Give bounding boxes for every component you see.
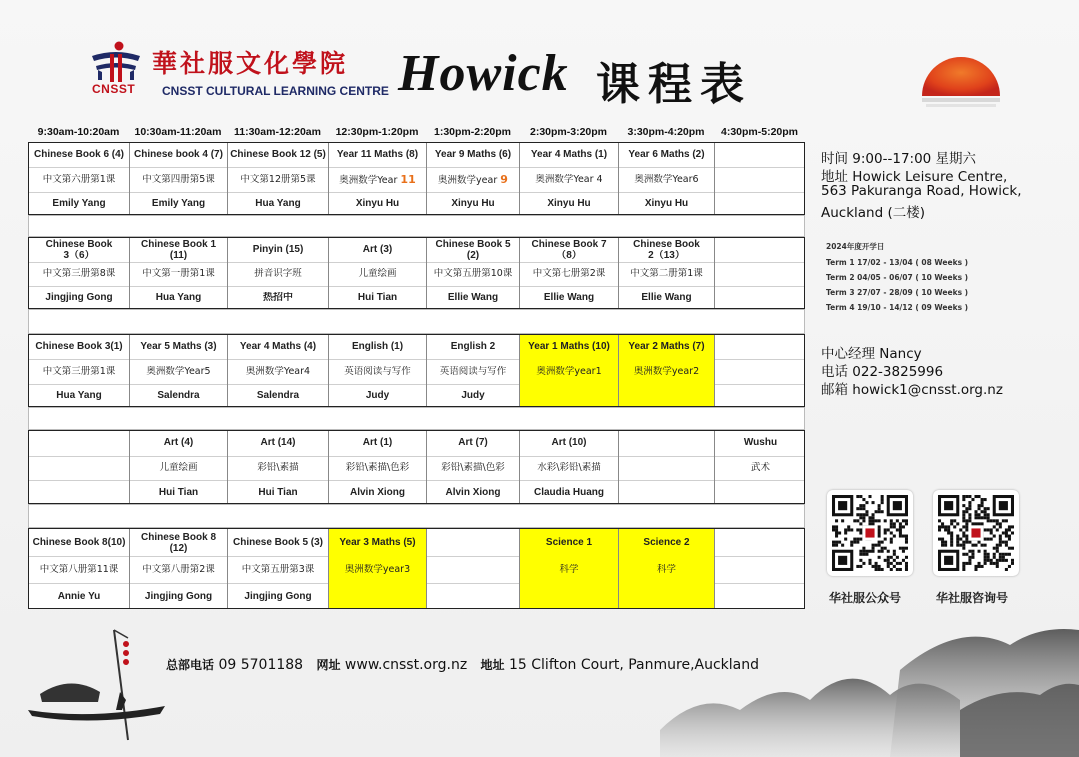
class-name: Year 4 Maths (4) — [239, 341, 317, 353]
class-name: English (1) — [351, 341, 404, 353]
class-name: Year 11 Maths (8) — [336, 149, 419, 161]
class-name: Year 3 Maths (5) — [339, 536, 416, 548]
class-name-line-2: (2) — [466, 250, 480, 261]
class-description — [619, 366, 714, 377]
teacher-name: Xinyu Hu — [355, 197, 400, 209]
class-name: Year 9 Maths (6) — [434, 149, 512, 161]
address-line-1: 地址 Howick Leisure Centre, — [821, 169, 1008, 185]
class-description-text: 中文第三册第1课 — [42, 365, 116, 377]
class-description — [130, 366, 227, 377]
class-description — [619, 174, 714, 185]
year-level-highlight: 9 — [500, 173, 508, 186]
class-name: Year 6 Maths (2) — [628, 149, 705, 161]
teacher-name: Hui Tian — [158, 486, 199, 498]
class-description — [329, 174, 426, 186]
teacher-name: Annie Yu — [57, 590, 101, 602]
teacher-name: Jingjing Gong — [244, 590, 312, 602]
class-description-text: 中文第八册第11课 — [39, 563, 119, 575]
class-cell — [715, 529, 806, 608]
class-cell — [329, 335, 427, 406]
class-description — [427, 268, 519, 279]
row-spacer — [28, 504, 805, 528]
qr-code-icon — [832, 495, 908, 571]
class-name: Chinese Book 6 (4) — [33, 149, 125, 161]
class-description — [520, 462, 618, 473]
class-description-text: 中文第三册第8课 — [42, 268, 116, 279]
class-description-text: 英语阅读与写作 — [439, 365, 507, 377]
class-description-text: 奥洲数学Year 4 — [535, 173, 603, 185]
time-slot: 2:30pm-3:20pm — [529, 126, 608, 138]
teacher-name: Emily Yang — [52, 197, 106, 209]
class-cell — [619, 431, 715, 503]
teacher-name: Salendra — [157, 389, 200, 401]
qr-label-consult: 华社服咨询号 — [936, 591, 1009, 605]
teacher-name: Jingjing Gong — [45, 292, 113, 303]
class-cell — [427, 431, 520, 503]
qr-code-wechat-consult[interactable] — [933, 490, 1019, 576]
class-description — [228, 462, 328, 473]
class-description — [130, 174, 227, 185]
class-description — [329, 564, 426, 575]
address-line-3: Auckland (二楼) — [821, 205, 926, 221]
email-address[interactable]: 邮箱 howick1@cnsst.org.nz — [821, 382, 1003, 398]
timetable-row-group — [28, 528, 805, 609]
class-cell — [715, 335, 806, 406]
term-dates-title: 2024年度开学日 — [826, 242, 885, 251]
term-1-dates: Term 1 17/02 - 13/04 ( 08 Weeks ) — [826, 258, 969, 267]
hq-phone: 09 5701188 — [218, 657, 304, 673]
address-label: 地址 — [480, 658, 505, 672]
page-title-chinese: 课程表 — [596, 59, 752, 110]
teacher-name: Salendra — [256, 389, 300, 401]
class-description-text: 拼音识字班 — [254, 268, 302, 279]
time-slot-header — [28, 126, 805, 142]
class-description — [619, 268, 714, 279]
red-sun-icon — [920, 48, 1002, 108]
class-cell — [427, 238, 520, 308]
class-cell — [228, 238, 329, 308]
class-name: Art (3) — [362, 244, 393, 255]
class-description-text: 奥洲数学Year5 — [146, 365, 211, 377]
org-name-english: CNSST CULTURAL LEARNING CENTRE — [162, 84, 389, 98]
class-description-text: 彩铅\素描\色彩 — [441, 462, 505, 473]
class-description-text: 奥洲数学Year4 — [245, 365, 311, 377]
class-description — [29, 564, 129, 575]
class-description-text: 奥洲数学year3 — [344, 563, 411, 575]
class-name-line-2: （8） — [556, 250, 582, 261]
class-description-text: 中文第四册第5课 — [142, 173, 215, 185]
class-cell — [329, 143, 427, 214]
year-level-highlight: 11 — [400, 173, 416, 186]
class-name: Chinese Book 8(10) — [32, 536, 126, 548]
teacher-name: Xinyu Hu — [547, 197, 591, 209]
class-name: Art (7) — [458, 437, 488, 449]
teacher-name: Hua Yang — [155, 292, 202, 303]
website-label: 网址 — [316, 658, 341, 672]
class-name: Art (1) — [362, 437, 393, 449]
class-cell — [520, 431, 619, 503]
class-description — [715, 462, 806, 473]
teacher-name: Hua Yang — [56, 389, 102, 401]
class-cell — [520, 238, 619, 308]
teacher-name: Judy — [365, 389, 390, 401]
class-description-text: 儿童绘画 — [159, 462, 198, 473]
time-slot: 1:30pm-2:20pm — [433, 126, 512, 138]
row-spacer — [28, 407, 805, 430]
teacher-name: Judy — [461, 389, 485, 401]
class-name-line-2: 2（13） — [648, 250, 685, 261]
class-cell — [520, 529, 619, 608]
class-cell — [228, 431, 329, 503]
opening-hours: 时间 9:00--17:00 星期六 — [821, 151, 977, 167]
class-description-text: 奥洲数学Year6 — [634, 173, 699, 185]
class-description — [427, 462, 519, 473]
class-name: Chinese Book 8 — [140, 531, 217, 543]
class-cell — [427, 143, 520, 214]
class-name: Chinese Book 5 — [435, 239, 511, 250]
class-description-text: 奥洲数学Year — [339, 174, 398, 186]
class-cell — [130, 431, 228, 503]
class-description — [520, 564, 618, 575]
class-description — [228, 366, 328, 377]
class-description-text: 儿童绘画 — [358, 268, 397, 279]
class-name: Year 4 Maths (1) — [530, 149, 608, 161]
class-description — [329, 268, 426, 279]
teacher-name: Jingjing Gong — [144, 590, 213, 602]
class-name-line-2: (12) — [169, 542, 188, 554]
time-slot: 12:30pm-1:20pm — [335, 126, 419, 138]
class-name: Chinese Book — [633, 239, 700, 250]
timetable-row-group — [28, 142, 805, 215]
class-description — [29, 268, 129, 279]
class-name: Chinese Book 12 (5) — [230, 149, 326, 161]
class-name: Chinese Book — [45, 239, 113, 250]
class-cell — [29, 335, 130, 406]
class-cell — [427, 335, 520, 406]
term-2-dates: Term 2 04/05 - 06/07 ( 10 Weeks ) — [826, 273, 969, 282]
teacher-name: Alvin Xiong — [445, 486, 501, 498]
class-cell — [329, 431, 427, 503]
class-cell — [427, 529, 520, 608]
class-description-text: 中文第12册第5课 — [240, 173, 316, 185]
class-description-text: 奥洲数学year — [438, 174, 498, 186]
class-description — [130, 268, 227, 279]
class-cell — [715, 431, 806, 503]
class-description-text: 中文第八册第2课 — [142, 563, 215, 575]
class-description-text: 水彩\彩铅\素描 — [537, 462, 601, 473]
class-name: Wushu — [743, 437, 778, 449]
class-name: Chinese Book 1 — [140, 239, 217, 250]
class-description-text: 奥洲数学year2 — [633, 365, 700, 377]
term-4-dates: Term 4 19/10 - 14/12 ( 09 Weeks ) — [826, 303, 969, 312]
class-description — [29, 174, 129, 185]
class-name: Chinese Book 7 — [531, 239, 607, 250]
class-name-line-2: 3（6） — [63, 250, 95, 261]
time-slot: 4:30pm-5:20pm — [720, 126, 799, 138]
teacher-name: Xinyu Hu — [644, 197, 689, 209]
time-slot: 10:30am-11:20am — [134, 126, 222, 138]
class-cell — [29, 238, 130, 308]
row-spacer — [28, 215, 805, 237]
class-cell — [29, 529, 130, 608]
class-name: Chinese Book 3(1) — [35, 341, 123, 353]
class-cell — [619, 529, 715, 608]
class-name: Art (4) — [163, 437, 194, 449]
teacher-name: Ellie Wang — [447, 292, 499, 303]
class-name: Pinyin (15) — [252, 244, 304, 255]
teacher-name: Claudia Huang — [533, 486, 604, 498]
class-cell — [619, 335, 715, 406]
class-description — [427, 366, 519, 377]
org-name-chinese: 華社服文化學院 — [152, 49, 349, 78]
class-description-text: 中文第六册第1课 — [42, 173, 116, 185]
timetable-row-group — [28, 237, 805, 309]
class-description — [130, 564, 227, 575]
class-description — [520, 174, 618, 185]
class-cell — [329, 238, 427, 308]
address-line-2: 563 Pakuranga Road, Howick, — [821, 183, 1022, 199]
manager-name: 中心经理 Nancy — [821, 346, 922, 362]
class-name: Art (14) — [260, 437, 296, 449]
phone-number: 电话 022-3825996 — [821, 364, 944, 380]
class-cell — [228, 335, 329, 406]
class-description — [228, 174, 328, 185]
timetable-row-group — [28, 334, 805, 407]
class-description-text: 科学 — [656, 563, 676, 575]
class-name: Year 5 Maths (3) — [140, 341, 217, 353]
class-cell — [329, 529, 427, 608]
class-description-text: 中文第七册第2课 — [532, 268, 606, 279]
teacher-name: Ellie Wang — [641, 292, 692, 303]
ink-mountains-icon — [660, 600, 1079, 757]
time-slot: 3:30pm-4:20pm — [627, 126, 705, 138]
class-cell — [130, 143, 228, 214]
class-description-text: 中文第二册第1课 — [630, 268, 703, 279]
time-slot: 9:30am-10:20am — [37, 126, 120, 138]
class-description — [520, 366, 618, 377]
class-description-text: 中文第一册第1课 — [142, 268, 215, 279]
timetable-row-group — [28, 430, 805, 504]
class-description — [228, 268, 328, 279]
class-name: Chinese book 4 (7) — [134, 149, 223, 161]
logo-text: CNSST — [92, 82, 136, 96]
class-description-text: 奥洲数学year1 — [536, 365, 602, 377]
class-description — [329, 366, 426, 377]
class-cell — [715, 238, 806, 308]
class-name: Year 2 Maths (7) — [628, 341, 705, 353]
qr-code-wechat-public[interactable] — [827, 490, 913, 576]
class-description-text: 科学 — [559, 563, 579, 575]
class-description — [427, 174, 519, 186]
class-description — [130, 462, 227, 473]
term-3-dates: Term 3 27/07 - 28/09 ( 10 Weeks ) — [826, 288, 969, 297]
class-description-text: 武术 — [750, 462, 770, 473]
footer-contact — [166, 656, 759, 673]
class-description-text: 彩铅\素描\色彩 — [345, 462, 410, 473]
class-description-text: 彩铅\素描 — [257, 462, 299, 473]
class-description — [329, 462, 426, 473]
class-name-line-2: (11) — [169, 250, 188, 261]
class-cell — [520, 143, 619, 214]
class-name: Science 1 — [545, 536, 593, 548]
class-name: English 2 — [450, 341, 496, 353]
teacher-name: Alvin Xiong — [350, 486, 405, 498]
class-name: Chinese Book 5 (3) — [232, 536, 324, 548]
class-cell — [520, 335, 619, 406]
class-name: Science 2 — [643, 536, 690, 548]
class-cell — [130, 529, 228, 608]
qr-label-public: 华社服公众号 — [829, 591, 902, 605]
class-cell — [228, 143, 329, 214]
class-cell — [228, 529, 329, 608]
class-cell — [619, 143, 715, 214]
class-cell — [130, 335, 228, 406]
hq-phone-label: 总部电话 — [166, 658, 215, 672]
teacher-name: Emily Yang — [151, 197, 206, 209]
class-cell — [619, 238, 715, 308]
hq-address: 15 Clifton Court, Panmure,Auckland — [509, 657, 760, 673]
qr-code-icon — [938, 495, 1014, 571]
class-description — [520, 268, 618, 279]
teacher-name: 热招中 — [263, 292, 293, 303]
class-cell — [715, 143, 806, 214]
class-cell — [29, 431, 130, 503]
class-name: Year 1 Maths (10) — [528, 341, 610, 353]
class-description — [228, 564, 328, 575]
website-link[interactable]: www.cnsst.org.nz — [344, 657, 468, 673]
page-title: Howick — [398, 45, 569, 102]
class-description-text: 英语阅读与写作 — [344, 365, 411, 377]
class-description — [619, 564, 714, 575]
teacher-name: Xinyu Hu — [451, 197, 495, 209]
ink-boat-icon — [20, 622, 170, 747]
class-description-text: 中文第五册第3课 — [241, 563, 315, 575]
class-cell — [130, 238, 228, 308]
teacher-name: Ellie Wang — [543, 292, 595, 303]
class-cell — [29, 143, 130, 214]
time-slot: 11:30am-12:20am — [234, 126, 321, 138]
class-name: Art (10) — [551, 437, 587, 449]
teacher-name: Hui Tian — [357, 292, 398, 303]
teacher-name: Hua Yang — [255, 197, 301, 209]
teacher-name: Hui Tian — [258, 486, 298, 498]
class-description-text: 中文第五册第10课 — [433, 268, 513, 279]
row-spacer — [28, 309, 805, 334]
class-description — [29, 366, 129, 377]
